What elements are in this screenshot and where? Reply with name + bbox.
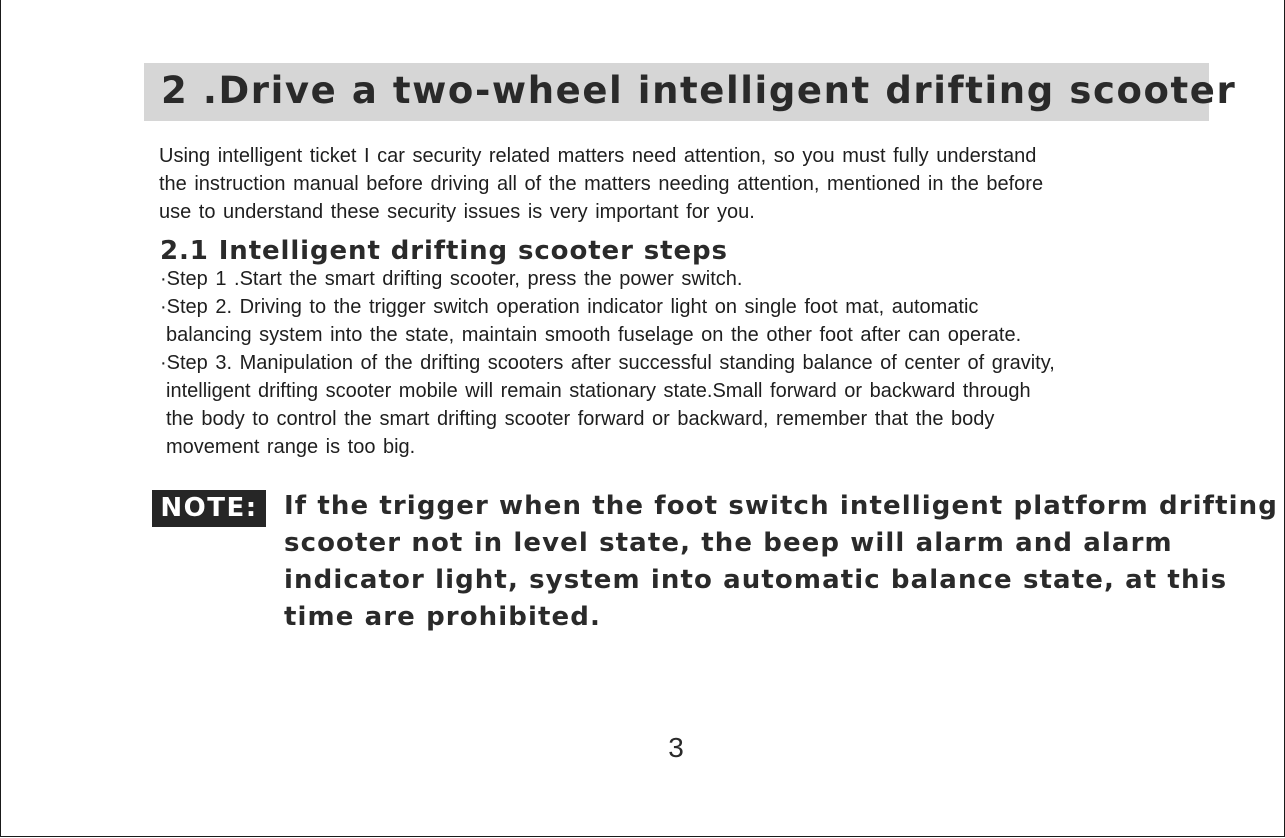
page-number: 3 [668,732,684,763]
intro-paragraph [159,142,1159,226]
step-line: ·Step 1 .Start the smart drifting scooter, press the power switch. [160,268,743,290]
step-line: movement range is too big. [166,436,416,458]
section-heading: 2.1 Intelligent drifting scooter steps [160,236,728,266]
page-title: 2 .Drive a two-wheel intelligent drifting scooter [161,69,1237,112]
note-line: time are prohibited. [284,602,601,632]
steps-list [160,265,1160,461]
step-line: intelligent drifting scooter mobile will remain stationary state.Small forward or backward through [166,380,1031,402]
step-line: ·Step 3. Manipulation of the drifting scooters after successful standing balance of center of gravity, [160,352,1055,374]
intro-line: the instruction manual before driving all of the matters needing attention, mentioned in the before [159,173,1044,195]
note-text [284,488,1278,636]
note-badge: NOTE: [152,490,266,527]
step-line: ·Step 2. Driving to the trigger switch operation indicator light on single foot mat, automatic [160,296,979,318]
step-2 [160,293,1160,349]
step-line: the body to control the smart drifting scooter forward or backward, remember that the body [166,408,995,430]
step-line: balancing system into the state, maintain smooth fuselage on the other foot after can operate. [166,324,1022,346]
note-line: scooter not in level state, the beep will alarm and alarm [284,528,1173,558]
note-line: If the trigger when the foot switch intelligent platform drifting [284,491,1278,521]
note-line: indicator light, system into automatic balance state, at this [284,565,1228,595]
intro-line: use to understand these security issues is very important for you. [159,201,755,223]
step-3 [160,349,1160,461]
intro-line: Using intelligent ticket I car security related matters need attention, so you must fully understand [159,145,1037,167]
step-1 [160,265,1160,293]
